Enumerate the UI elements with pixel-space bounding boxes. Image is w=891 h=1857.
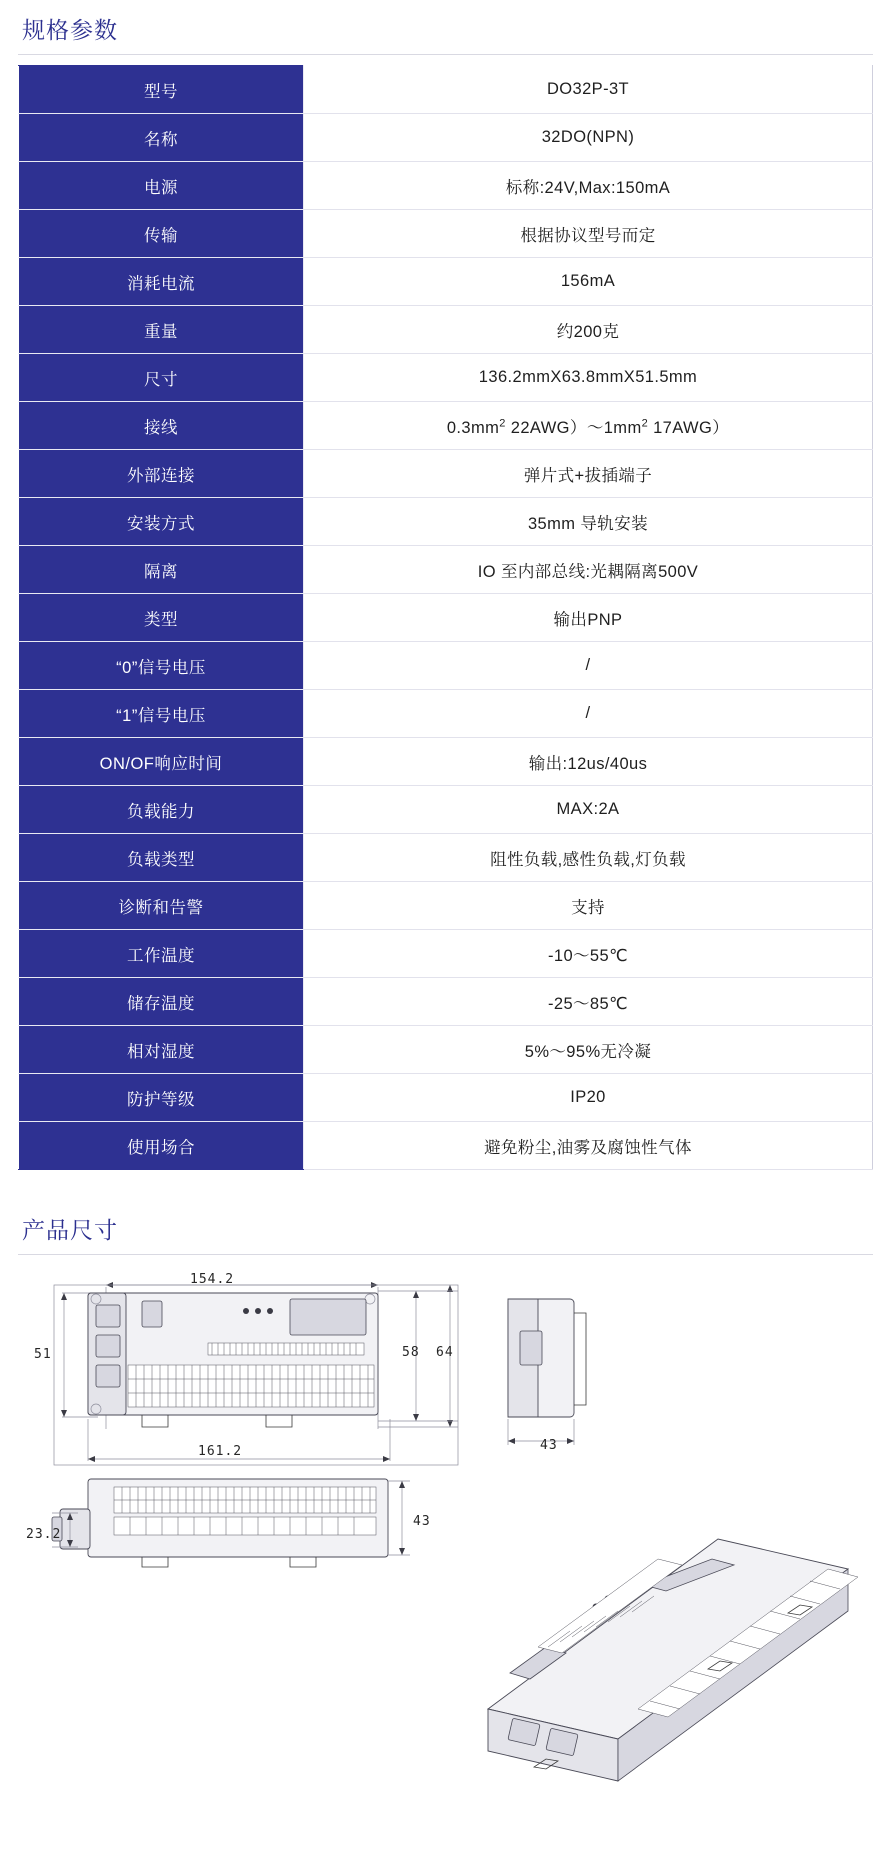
table-row: [19, 450, 873, 498]
spec-table-body: [19, 66, 873, 1170]
table-row: [19, 306, 873, 354]
dim-front-height-left: 51: [34, 1347, 52, 1362]
spec-key: 负载能力: [19, 786, 304, 834]
table-row: [19, 786, 873, 834]
spec-key: 负载类型: [19, 834, 304, 882]
spec-key: “1”信号电压: [19, 690, 304, 738]
dims-section-header: [18, 1200, 873, 1255]
spec-value: 约200克: [304, 306, 873, 354]
spec-value: 32DO(NPN): [304, 114, 873, 162]
dimensions-section: [18, 1200, 873, 1789]
table-row: [19, 114, 873, 162]
spec-value: 156mA: [304, 258, 873, 306]
spec-value: 输出:12us/40us: [304, 738, 873, 786]
table-row: [19, 642, 873, 690]
spec-key: 电源: [19, 162, 304, 210]
dim-front-width-bottom: 161.2: [198, 1444, 243, 1459]
table-row: [19, 402, 873, 450]
table-row: [19, 690, 873, 738]
spec-value: MAX:2A: [304, 786, 873, 834]
dims-title: 产品尺寸: [18, 1212, 873, 1255]
spec-key: “0”信号电压: [19, 642, 304, 690]
wiring-text-a: 0.3mm: [446, 418, 500, 437]
spec-value: 5%～95%无冷凝: [304, 1026, 873, 1074]
page-title: 规格参数: [18, 12, 873, 55]
side-view-drawing: [508, 1299, 586, 1445]
spec-key: 相对湿度: [19, 1026, 304, 1074]
spec-value: /: [304, 642, 873, 690]
table-row: [19, 162, 873, 210]
wiring-text-c: 17AWG）: [648, 418, 730, 437]
table-row: [19, 1074, 873, 1122]
spec-table: [18, 65, 873, 1170]
spec-key: 消耗电流: [19, 258, 304, 306]
spec-value: IO 至内部总线:光耦隔离500V: [304, 546, 873, 594]
spec-value: 输出PNP: [304, 594, 873, 642]
spec-value: DO32P-3T: [304, 66, 873, 114]
table-row: [19, 978, 873, 1026]
spec-value: IP20: [304, 1074, 873, 1122]
spec-key: 安装方式: [19, 498, 304, 546]
spec-key: 诊断和告警: [19, 882, 304, 930]
spec-value: -10～55℃: [304, 930, 873, 978]
table-row: [19, 498, 873, 546]
spec-key: 型号: [19, 66, 304, 114]
spec-value: 支持: [304, 882, 873, 930]
dim-bottom-height-right: 43: [413, 1514, 431, 1529]
spec-key: 名称: [19, 114, 304, 162]
spec-value: 阻性负载,感性负载,灯负载: [304, 834, 873, 882]
wiring-sup-a: 2: [499, 417, 506, 429]
front-view-drawing: [54, 1282, 458, 1465]
spec-section-header: [18, 0, 873, 55]
spec-key: 类型: [19, 594, 304, 642]
dimension-drawings: [18, 1269, 873, 1789]
isometric-view-drawing: [488, 1539, 858, 1781]
table-row: [19, 594, 873, 642]
table-row: [19, 1122, 873, 1170]
table-row: [19, 66, 873, 114]
spec-key: 接线: [19, 402, 304, 450]
dim-side-width: 43: [540, 1438, 558, 1453]
table-row: [19, 882, 873, 930]
bottom-view-drawing: [52, 1479, 410, 1567]
spec-key: 隔离: [19, 546, 304, 594]
spec-key: 外部连接: [19, 450, 304, 498]
spec-key: 储存温度: [19, 978, 304, 1026]
table-row: [19, 354, 873, 402]
spec-value: 136.2mmX63.8mmX51.5mm: [304, 354, 873, 402]
spec-key: 工作温度: [19, 930, 304, 978]
spec-value-wiring: [304, 402, 873, 450]
wiring-sup-b: 2: [641, 417, 649, 429]
table-row: [19, 210, 873, 258]
spec-key: 尺寸: [19, 354, 304, 402]
spec-value: /: [304, 690, 873, 738]
table-row: [19, 738, 873, 786]
spec-value: 35mm 导轨安装: [304, 498, 873, 546]
table-row: [19, 930, 873, 978]
spec-key: 传输: [19, 210, 304, 258]
spec-value: -25～85℃: [304, 978, 873, 1026]
spec-value: 避免粉尘,油雾及腐蚀性气体: [304, 1122, 873, 1170]
spec-value: 标称:24V,Max:150mA: [304, 162, 873, 210]
spec-key: ON/OF响应时间: [19, 738, 304, 786]
wiring-text-b: 22AWG）～1mm: [505, 418, 642, 437]
table-row: [19, 1026, 873, 1074]
spec-value: 根据协议型号而定: [304, 210, 873, 258]
table-row: [19, 258, 873, 306]
spec-key: 防护等级: [19, 1074, 304, 1122]
table-row: [19, 546, 873, 594]
dim-front-width-top: 154.2: [190, 1272, 235, 1287]
dim-front-height-inner: 58: [402, 1345, 420, 1360]
spec-value: 弹片式+拔插端子: [304, 450, 873, 498]
table-row: [19, 834, 873, 882]
spec-key: 重量: [19, 306, 304, 354]
spec-key: 使用场合: [19, 1122, 304, 1170]
dim-front-height-outer: 64: [436, 1345, 454, 1360]
dim-bottom-height-left: 23.2: [26, 1527, 62, 1542]
